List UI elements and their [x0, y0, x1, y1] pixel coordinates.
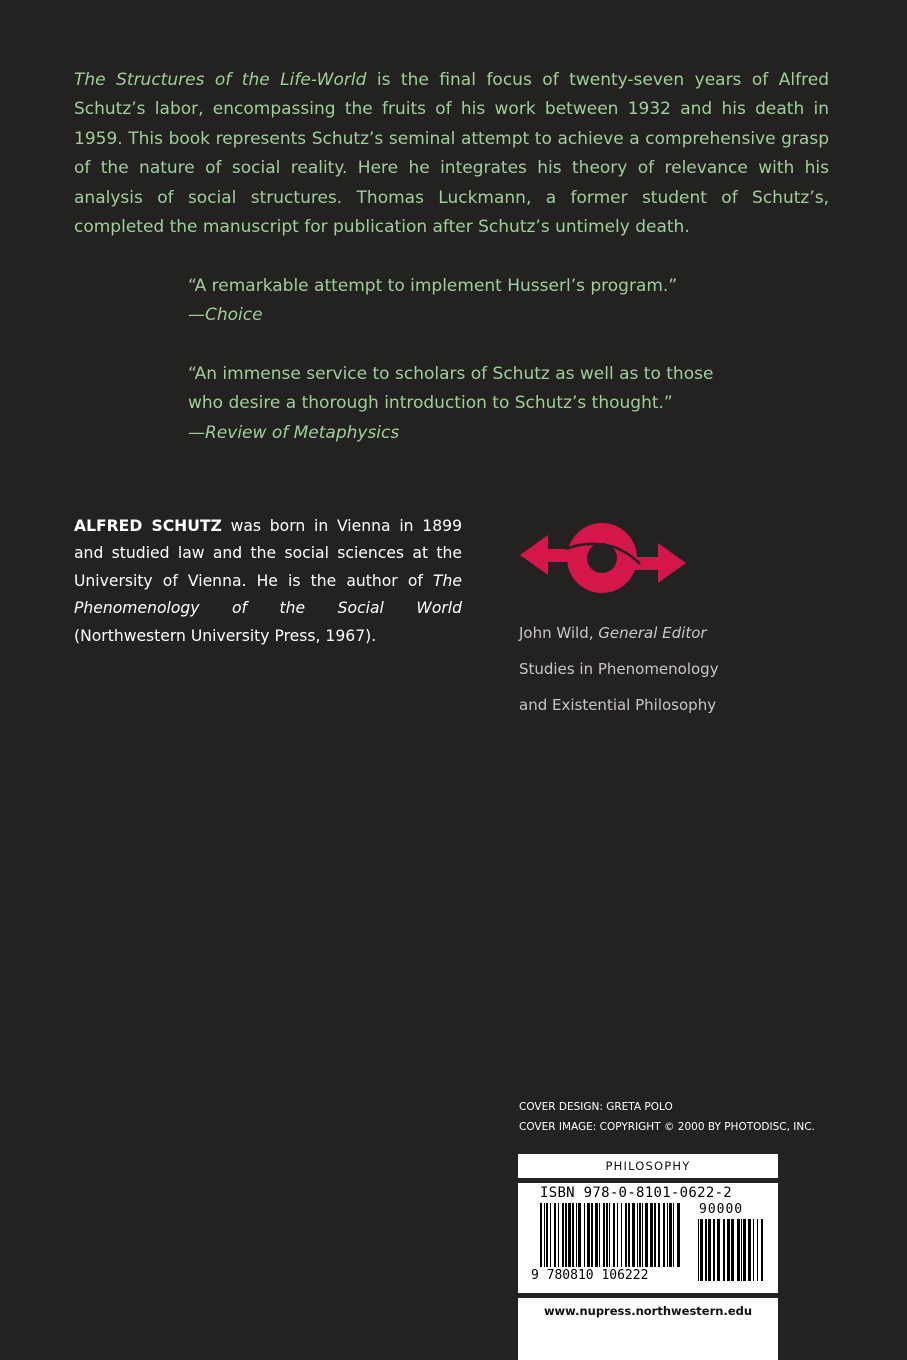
barcode-bar: [562, 1203, 564, 1267]
description-text: is the final focus of twenty-seven years of Alfred Schutz’s labor, encompassing the fruits of his work between 1932 and his death in 1959. This book represents Schutz’s seminal attempt to achieve a comprehensive grasp of the nature of social reality. Here he integrates his theory of relevance with his analysis of social structures. Thomas Luckmann, a former student of Schutz’s, completed the manuscript for publication after Schutz’s untimely death.: [74, 70, 829, 238]
barcode-bar: [713, 1219, 715, 1281]
quote-source: Choice: [205, 305, 263, 326]
subject-label: PHILOSOPHY: [518, 1154, 778, 1178]
barcode-bar: [587, 1203, 590, 1267]
barcode-bar: [650, 1203, 653, 1267]
arrows-circle-logo-icon: [518, 520, 688, 598]
barcode-bar: [572, 1203, 574, 1267]
quote-source-line: —Choice: [188, 305, 263, 326]
barcode-bar: [578, 1203, 581, 1267]
quote-source: Review of Metaphysics: [205, 422, 400, 443]
book-description: [74, 66, 829, 242]
barcode-bar: [584, 1203, 585, 1267]
barcode-bar: [667, 1203, 668, 1267]
barcode-bar: [606, 1203, 608, 1267]
author-bio: ALFRED SCHUTZ was born in Vienna in 1899 and studied law and the social sciences at the University of Vienna. He is the author of The Phenomenology of the Social World (Northwestern University Press, 1967).: [74, 517, 462, 645]
ean-number: 9 780810 106222: [531, 1268, 649, 1283]
barcode-bar: [654, 1203, 656, 1267]
author-book-title: The Phenomenology of the Social World: [74, 571, 462, 618]
barcode-bar: [558, 1203, 559, 1267]
quote-source-line: —Review of Metaphysics: [188, 422, 400, 443]
barcode-bar: [632, 1203, 635, 1267]
barcode-bar: [568, 1203, 571, 1267]
publisher-url: www.nupress.northwestern.edu: [518, 1298, 778, 1360]
cover-design-credit: COVER DESIGN: GRETA POLO: [519, 1101, 673, 1113]
barcode-bar: [645, 1203, 648, 1267]
barcode-bar: [748, 1219, 751, 1281]
barcode-bar: [625, 1203, 627, 1267]
barcode-bar: [669, 1203, 672, 1267]
barcode-bar: [731, 1219, 734, 1281]
barcode-bar: [565, 1203, 567, 1267]
barcode-bar: [743, 1219, 746, 1281]
quote-text: “An immense service to scholars of Schutz as well as to those who desire a thorough introduction to Schutz’s thought.”: [188, 364, 714, 414]
review-quote-1: [188, 272, 748, 331]
barcode-bar: [705, 1219, 707, 1281]
barcode-bar: [737, 1219, 740, 1281]
isbn-barcode: [518, 1183, 778, 1293]
author-name: ALFRED SCHUTZ: [74, 517, 222, 535]
barcode-bar: [677, 1203, 680, 1267]
review-quote-2: [188, 360, 748, 448]
barcode-bar: [603, 1203, 605, 1267]
barcode-bar: [609, 1203, 610, 1267]
barcode-bar: [708, 1219, 711, 1281]
barcode-bar: [554, 1203, 556, 1267]
barcode-bar: [591, 1203, 593, 1267]
barcode-bar: [663, 1203, 665, 1267]
barcode-bar: [723, 1219, 725, 1281]
cover-image-credit: COVER IMAGE: COPYRIGHT © 2000 BY PHOTODISC, INC.: [519, 1120, 815, 1133]
barcode-bar: [727, 1219, 730, 1281]
barcode-bar: [621, 1203, 622, 1267]
barcode-bar: [639, 1203, 641, 1267]
barcode-bar: [628, 1203, 630, 1267]
barcode-bar: [658, 1203, 660, 1267]
barcode-bar: [546, 1203, 548, 1267]
barcode-bar: [637, 1203, 638, 1267]
barcode-bar: [544, 1203, 545, 1267]
cover-credits: [519, 1098, 849, 1137]
barcode-bar: [642, 1203, 643, 1267]
barcode-bar: [599, 1203, 600, 1267]
barcode-bar: [550, 1203, 551, 1267]
barcode-bar: [540, 1203, 542, 1267]
barcode-bar: [757, 1219, 758, 1281]
series-editor: John Wild, General Editor: [519, 624, 707, 642]
barcode-bar: [761, 1219, 763, 1281]
barcode-bar: [576, 1203, 577, 1267]
barcode-bar: [613, 1203, 615, 1267]
barcode-bar: [617, 1203, 618, 1267]
isbn-text: ISBN 978-0-8101-0622-2: [540, 1185, 733, 1201]
barcode-bar: [717, 1219, 720, 1281]
barcode-bar: [673, 1203, 674, 1267]
barcode-bar: [595, 1203, 598, 1267]
quote-text: “A remarkable attempt to implement Husserl’s program.”: [188, 276, 678, 296]
barcode-bar: [753, 1219, 754, 1281]
barcode-bar: [698, 1219, 699, 1281]
series-name-line1: Studies in Phenomenology: [519, 660, 719, 678]
book-title: The Structures of the Life-World: [74, 70, 367, 90]
barcode-bar: [741, 1219, 742, 1281]
price-addon-number: 90000: [699, 1202, 744, 1217]
barcode-bar: [700, 1219, 703, 1281]
series-info: [519, 615, 819, 723]
series-name-line2: and Existential Philosophy: [519, 696, 717, 714]
